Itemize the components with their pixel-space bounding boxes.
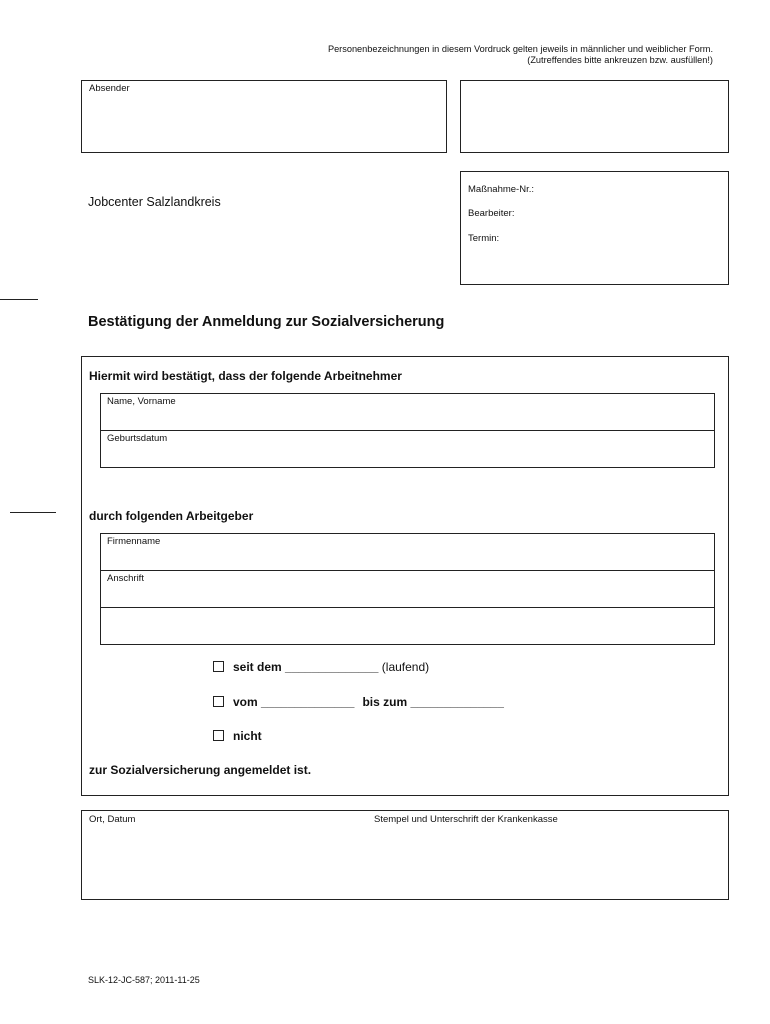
fold-mark-top xyxy=(0,299,38,300)
header-note-line1: Personenbezeichnungen in diesem Vordruck gelten jeweils in männlicher und weiblicher Form. xyxy=(327,44,713,54)
since-running-label: (laufend) xyxy=(378,660,430,674)
until-label: bis zum ______________ xyxy=(362,695,504,709)
address-field[interactable] xyxy=(101,571,714,608)
sender-box[interactable] xyxy=(81,80,447,153)
since-checkbox[interactable] xyxy=(213,661,224,672)
clerk-label: Bearbeiter: xyxy=(468,208,515,219)
name-field[interactable] xyxy=(101,394,714,431)
header-note-line2: (Zutreffendes bitte ankreuzen bzw. ausfüllen!) xyxy=(527,55,713,65)
employee-fields xyxy=(100,393,715,468)
birthdate-field[interactable] xyxy=(101,431,714,468)
birthdate-field-label: Geburtsdatum xyxy=(107,433,168,444)
option-not xyxy=(213,729,262,743)
conclusion-text: zur Sozialversicherung angemeldet ist. xyxy=(89,763,312,777)
appointment-label: Termin: xyxy=(468,233,500,244)
fold-mark-middle xyxy=(10,512,56,513)
employee-heading: Hiermit wird bestätigt, dass der folgende Arbeitnehmer xyxy=(89,369,402,383)
reference-box[interactable] xyxy=(460,80,729,153)
place-date-label: Ort, Datum xyxy=(89,814,136,825)
header-note xyxy=(328,44,713,66)
sender-label: Absender xyxy=(89,83,130,94)
option-since xyxy=(213,660,429,674)
info-box xyxy=(460,171,729,285)
employer-fields xyxy=(100,533,715,645)
company-name-label: Firmenname xyxy=(107,536,161,547)
not-label: nicht xyxy=(233,729,262,743)
company-name-field[interactable] xyxy=(101,534,714,571)
address-label: Anschrift xyxy=(107,573,144,584)
period-checkbox[interactable] xyxy=(213,696,224,707)
page-title: Bestätigung der Anmeldung zur Sozialversicherung xyxy=(88,314,445,330)
stamp-signature-label: Stempel und Unterschrift der Krankenkasse xyxy=(374,814,558,825)
measure-number-label: Maßnahme-Nr.: xyxy=(468,184,534,195)
footer-code: SLK-12-JC-587; 2011-11-25 xyxy=(88,975,200,985)
recipient-name: Jobcenter Salzlandkreis xyxy=(88,195,221,209)
signature-box[interactable] xyxy=(81,810,729,900)
option-period xyxy=(213,695,504,709)
employer-heading: durch folgenden Arbeitgeber xyxy=(89,509,254,523)
name-field-label: Name, Vorname xyxy=(107,396,176,407)
address-field-line2[interactable] xyxy=(101,608,714,645)
not-checkbox[interactable] xyxy=(213,730,224,741)
from-label: vom ______________ xyxy=(233,695,355,709)
since-label: seit dem ______________ xyxy=(233,660,379,674)
confirmation-box xyxy=(81,356,729,796)
